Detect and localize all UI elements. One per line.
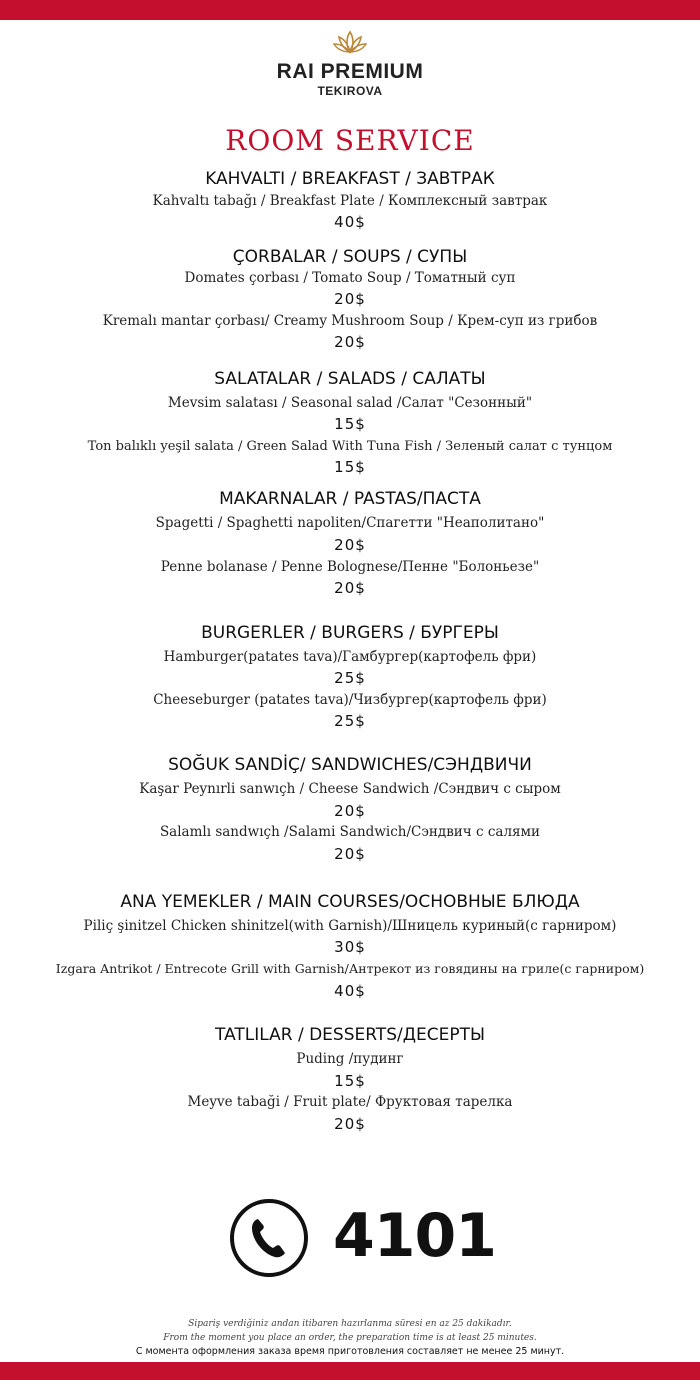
menu-item-price: 15$ — [334, 458, 366, 476]
menu-item-name: Puding /пудинг — [296, 1051, 404, 1067]
menu-item-name: Mevsim salatası / Seasonal salad /Салат "Сезонный" — [167, 395, 533, 411]
menu-item-price: 20$ — [334, 333, 366, 351]
top-accent-bar — [0, 0, 700, 20]
room-service-phone[interactable] — [230, 1196, 496, 1280]
section-heading-soups: ÇORBALAR / SOUPS / СУПЫ — [232, 247, 468, 267]
brand-location: TEKIROVA — [317, 84, 383, 98]
menu-item-price: 25$ — [334, 669, 366, 687]
section-heading-desserts: TATLILAR / DESSERTS/ДЕСЕРТЫ — [215, 1025, 485, 1045]
menu-item-price: 20$ — [334, 845, 366, 863]
section-heading-sandwiches: SOĞUK SANDİÇ/ SANDWICHES/СЭНДВИЧИ — [168, 755, 532, 775]
phone-icon — [230, 1199, 308, 1277]
menu-item-price: 30$ — [334, 938, 366, 956]
menu-item-name: Piliç şinitzel Chicken shinitzel(with Garnish)/Шницель куриный(с гарниром) — [83, 918, 617, 934]
menu-item-price: 20$ — [334, 802, 366, 820]
phone-number: 4101 — [333, 1201, 496, 1271]
menu-item-price: 25$ — [334, 712, 366, 730]
note-turkish: Sipariş verdiğiniz andan itibaren hazırlanma süresi en az 25 dakikadır. — [188, 1319, 512, 1329]
section-heading-main-courses: ANA YEMEKLER / MAIN COURSES/ОСНОВНЫЕ БЛЮДА — [120, 892, 580, 912]
menu-item-name: Domates çorbası / Tomato Soup / Томатный суп — [184, 270, 516, 286]
menu-item-price: 20$ — [334, 290, 366, 308]
menu-item-price: 20$ — [334, 579, 366, 597]
menu-item-name: Meyve tabaği / Fruit plate/ Фруктовая тарелка — [187, 1094, 513, 1110]
menu-item-name: Salamlı sandwıçh /Salami Sandwich/Сэндвич с салями — [159, 824, 541, 840]
hotel-logo — [0, 30, 700, 98]
menu-item-name: Kremalı mantar çorbası/ Creamy Mushroom Soup / Крем-суп из грибов — [102, 313, 598, 329]
menu-item-name: Hamburger(patates tava)/Гамбургер(картофель фри) — [163, 649, 537, 665]
menu-item-name: Izgara Antrikot / Entrecote Grill with Garnish/Антрекот из говядины на гриле(с гарниром) — [55, 961, 645, 976]
menu-item-price: 40$ — [334, 213, 366, 231]
page-title: ROOM SERVICE — [225, 124, 475, 157]
bottom-accent-bar — [0, 1362, 700, 1380]
menu-item-name: Penne bolanase / Penne Bolognese/Пенне "Болоньезе" — [160, 559, 540, 575]
section-heading-breakfast: KAHVALTI / BREAKFAST / ЗАВТРАК — [205, 169, 495, 189]
note-english: From the moment you place an order, the preparation time is at least 25 minutes. — [163, 1333, 537, 1343]
menu-item-price: 20$ — [334, 536, 366, 554]
menu-item-name: Ton balıklı yeşil salata / Green Salad With Tuna Fish / Зеленый салат с тунцом — [87, 439, 613, 454]
menu-item-name: Kaşar Peynırli sanwıçh / Cheese Sandwich /Сэндвич с сыром — [139, 781, 561, 797]
menu-item-price: 15$ — [334, 415, 366, 433]
section-heading-salads: SALATALAR / SALADS / САЛАТЫ — [214, 369, 486, 389]
note-russian: С момента оформления заказа время приготовления составляет не менее 25 минут. — [135, 1346, 565, 1357]
section-heading-burgers: BURGERLER / BURGERS / БУРГЕРЫ — [201, 623, 499, 643]
menu-item-price: 20$ — [334, 1115, 366, 1133]
brand-name: RAI PREMIUM — [276, 60, 424, 83]
menu-item-price: 40$ — [334, 982, 366, 1000]
section-heading-pastas: MAKARNALAR / PASTAS/ПАСТА — [219, 489, 481, 509]
menu-item-price: 15$ — [334, 1072, 366, 1090]
lotus-icon — [333, 30, 367, 58]
menu-item-name: Cheeseburger (patates tava)/Чизбургер(картофель фри) — [153, 692, 547, 708]
menu-item-name: Kahvaltı tabağı / Breakfast Plate / Комплексный завтрак — [152, 193, 548, 209]
menu-item-name: Spagetti / Spaghetti napoliten/Спагетти "Неаполитано" — [155, 515, 545, 531]
